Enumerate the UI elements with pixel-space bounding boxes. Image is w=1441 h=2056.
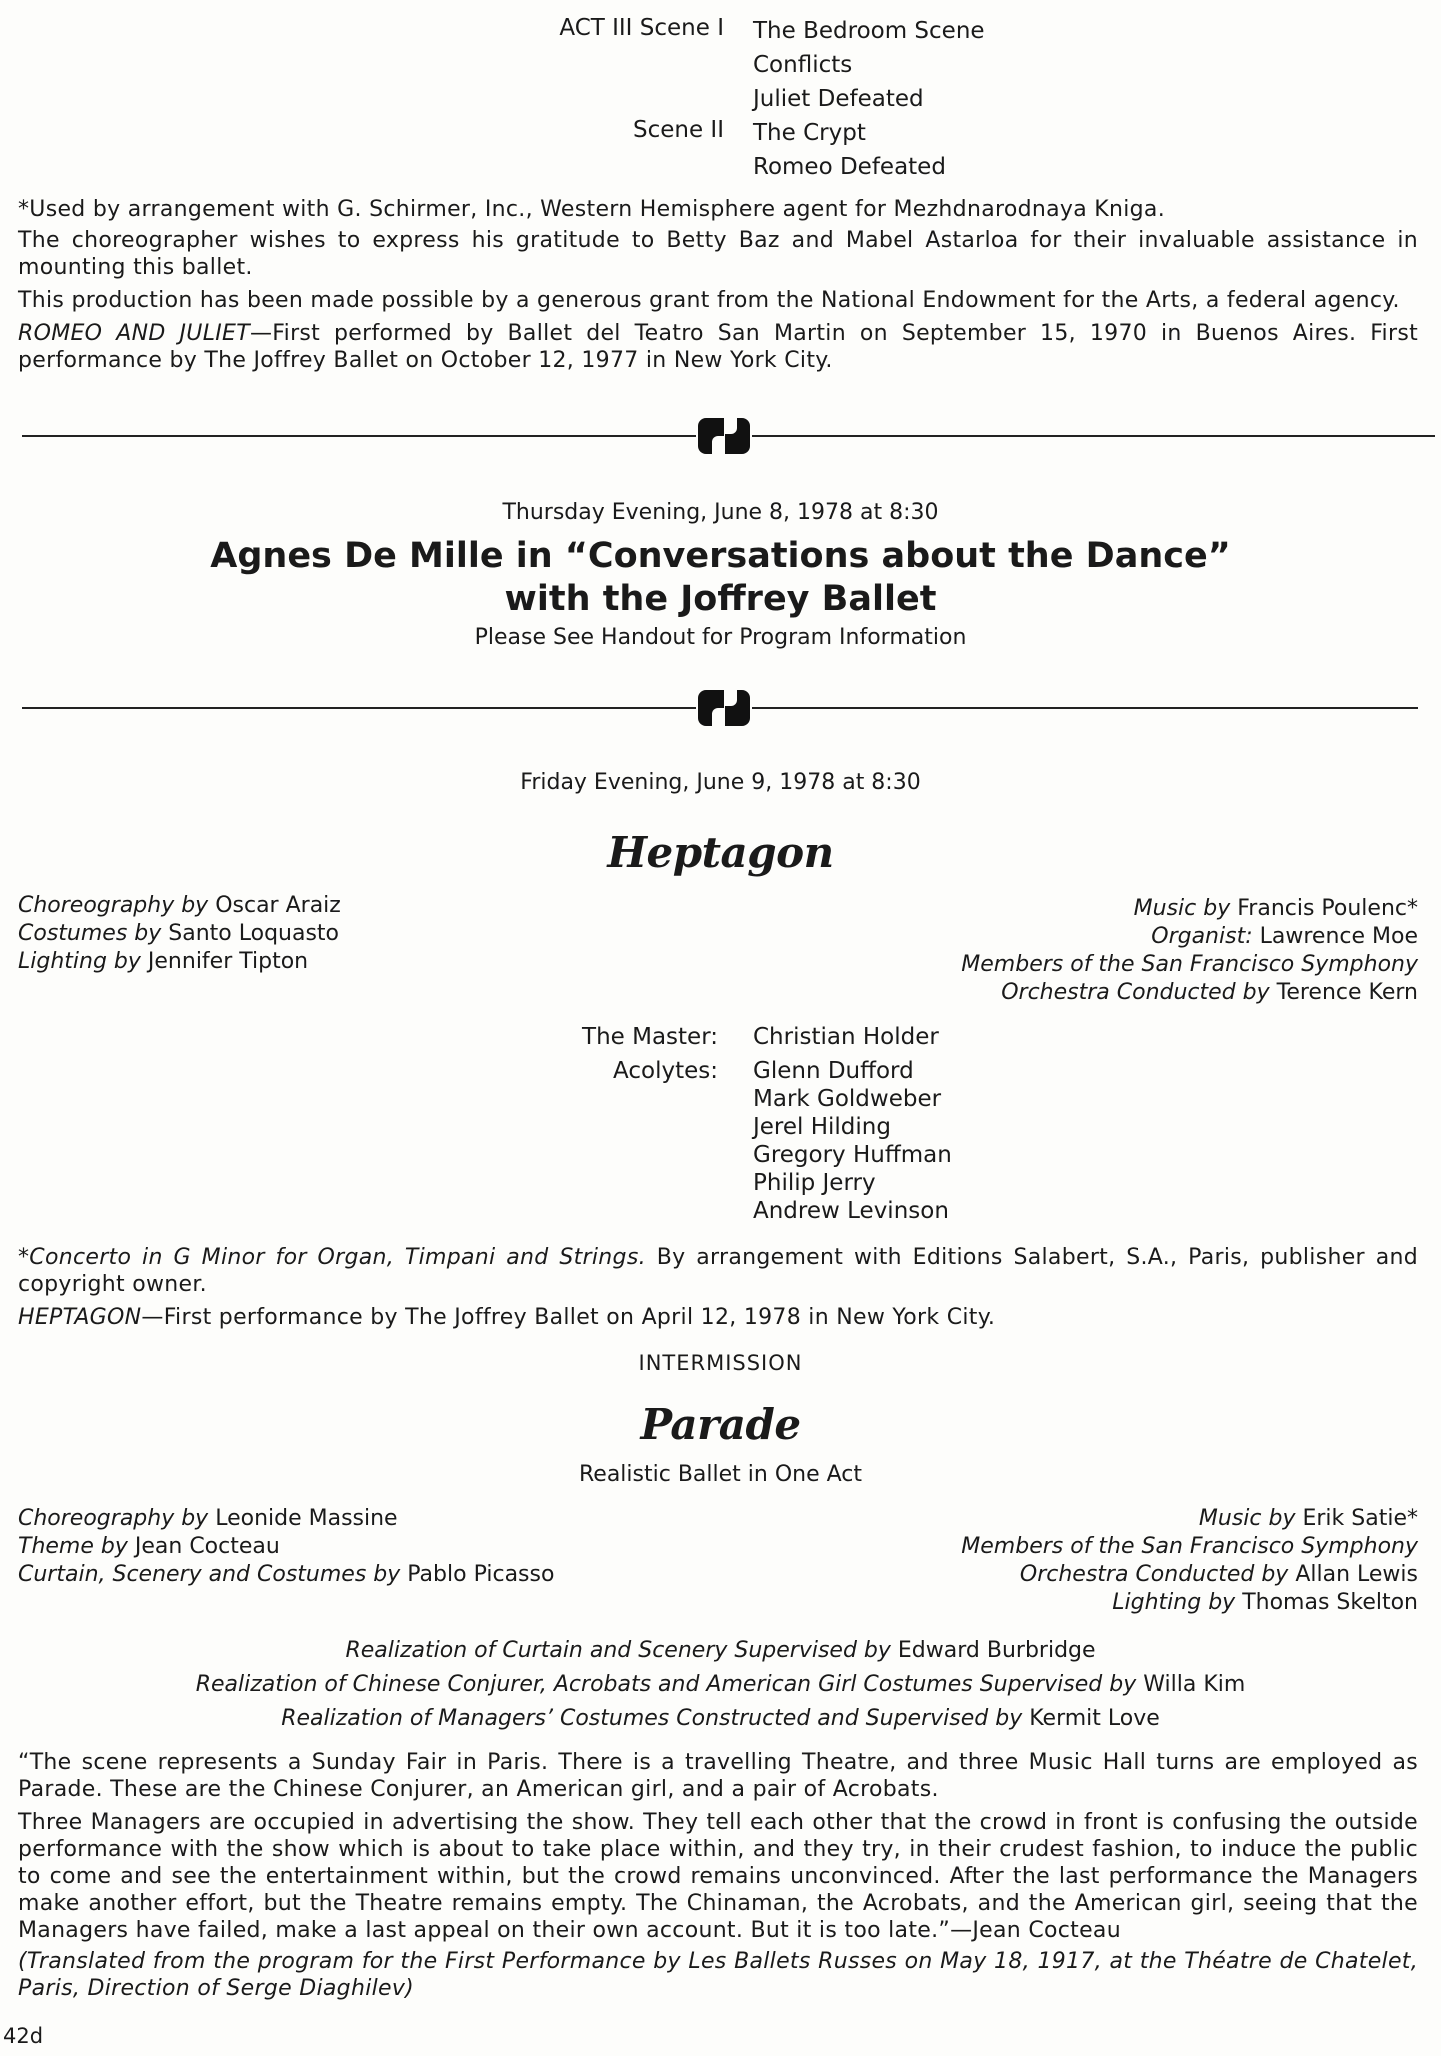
credit-line [820, 951, 1418, 979]
premiere-text: —First performed by Ballet del Teatro San Martin on September 15, 1970 in Buenos Aires. First performance by The Joffrey Ballet on October 12, 1977 in New York City. [18, 321, 1419, 373]
realization-label: Realization of Managers’ Costumes Constructed and Supervised by [281, 1706, 1023, 1731]
parade-title: Parade [640, 1400, 801, 1449]
premiere-text: —First performance by The Joffrey Ballet on April 12, 1978 in New York City. [141, 1305, 996, 1330]
credit-label: Lighting by [18, 949, 141, 974]
credit-label: Organist: [1151, 924, 1253, 949]
realization-name: Kermit Love [1029, 1706, 1160, 1731]
romeo-notes [18, 196, 1418, 374]
parade-subtitle: Realistic Ballet in One Act [578, 1462, 862, 1487]
credit-line [820, 895, 1418, 923]
intermission-label: INTERMISSION [638, 1351, 803, 1375]
parade-description [18, 1749, 1418, 2002]
credit-label: Lighting by [1112, 1590, 1236, 1615]
credit-label: Theme by [18, 1534, 128, 1559]
translation-note: (Translated from the program for the First Performance by Les Ballets Russes on May 18, 1917, at the Théatre de Chatelet, Paris, Direction of Serge Diaghilev) [18, 1949, 1418, 2001]
credit-line [18, 1561, 718, 1589]
gratitude-note: The choreographer wishes to express his gratitude to Betty Baz and Mabel Astarloa for their invaluable assistance in mounting this ballet. [18, 228, 1418, 280]
acolyte-name: Philip Jerry [753, 1170, 876, 1196]
quote-paragraph: “The scene represents a Sunday Fair in Paris. There is a travelling Theatre, and three Music Hall turns are employed as Parade. These are the Chinese Conjurer, an American girl, and a pair of Acrobats. [18, 1750, 1418, 1802]
scene-title: Romeo Defeated [753, 154, 946, 180]
credit-line [820, 1505, 1418, 1533]
credit-label: Costumes by [18, 921, 162, 946]
friday-date: Friday Evening, June 9, 1978 at 8:30 [520, 770, 921, 795]
credit-name: Lawrence Moe [1259, 924, 1418, 949]
parade-right-credits [820, 1505, 1418, 1617]
credit-line [18, 1533, 718, 1561]
credit-name: Erik Satie* [1302, 1506, 1418, 1531]
credit-line [820, 1561, 1418, 1589]
credit-label: Members of the San Francisco Symphony [961, 1534, 1418, 1559]
grant-note: This production has been made possible by a generous grant from the National Endowment for the Arts, a federal agency. [18, 288, 1400, 313]
credit-label: Curtain, Scenery and Costumes by [18, 1562, 401, 1587]
heptagon-title: Heptagon [607, 828, 834, 877]
credit-label: Orchestra Conducted by [1001, 980, 1270, 1005]
credit-line [820, 923, 1418, 951]
acolyte-name: Gregory Huffman [753, 1142, 952, 1168]
divider-rule [752, 435, 1435, 437]
realization-name: Willa Kim [1143, 1672, 1246, 1697]
credit-label: Music by [1198, 1506, 1296, 1531]
premiere-title: HEPTAGON [18, 1305, 142, 1330]
acolyte-name: Mark Goldweber [753, 1086, 942, 1112]
realization-name: Edward Burbridge [897, 1638, 1096, 1663]
parade-left-credits [18, 1505, 718, 1589]
thursday-headline-2: with the Joffrey Ballet [504, 579, 937, 619]
acolyte-name: Andrew Levinson [753, 1198, 949, 1224]
credit-name: Santo Loquasto [168, 921, 340, 946]
credit-line [18, 948, 578, 976]
thursday-note: Please See Handout for Program Information [474, 625, 967, 650]
credit-name: Jean Cocteau [134, 1534, 280, 1559]
romeo-premiere-note [18, 320, 1418, 374]
realization-line [0, 1702, 1441, 1736]
credit-label: Orchestra Conducted by [1019, 1562, 1289, 1587]
credit-name: Leonide Massine [215, 1506, 398, 1531]
scene-list [753, 14, 1153, 184]
master-label: The Master: [582, 1024, 718, 1050]
scene-title: Conflicts [753, 52, 853, 78]
credit-label: Choreography by [18, 1506, 209, 1531]
credit-name: Francis Poulenc* [1237, 896, 1418, 921]
schirmer-note: *Used by arrangement with G. Schirmer, Inc., Western Hemisphere agent for Mezhdnarodnaya Kniga. [18, 197, 1165, 222]
thursday-date: Thursday Evening, June 8, 1978 at 8:30 [502, 500, 939, 525]
acolyte-name: Glenn Dufford [753, 1058, 914, 1084]
heptagon-left-credits [18, 892, 578, 976]
divider-rule [22, 435, 696, 437]
concerto-note [18, 1244, 1418, 1298]
credit-label: Choreography by [18, 893, 209, 918]
heptagon-right-credits [820, 895, 1418, 1007]
realization-line [0, 1634, 1441, 1668]
quote-paragraph: Three Managers are occupied in advertising the show. They tell each other that the crowd in front is confusing the outside performance with the show which is about to take place within, and they try, in their crudest fashion, to induce the public to come and see the entertainment within, but the crowd remains unconvinced. After the last performance the Managers make another effort, but the Theatre remains empty. The Chinaman, the Acrobats, and the American girl, seeing that the Managers have failed, make a last appeal on their own account. But it is too late.”—Jean Cocteau [18, 1810, 1418, 1943]
acolytes-label: Acolytes: [613, 1058, 718, 1084]
realization-label: Realization of Chinese Conjurer, Acrobats and American Girl Costumes Supervised by [195, 1672, 1137, 1697]
concerto-title: *Concerto in G Minor for Organ, Timpani and Strings. [18, 1245, 646, 1270]
credit-name: Pablo Picasso [407, 1562, 555, 1587]
premiere-title: ROMEO AND JULIET [18, 321, 250, 346]
divider-rule [752, 707, 1418, 709]
credit-label: Music by [1133, 896, 1231, 921]
thursday-headline-1: Agnes De Mille in “Conversations about the Dance” [210, 536, 1231, 576]
page-number: 42d [3, 2024, 44, 2048]
credit-line [18, 1505, 718, 1533]
credit-line [820, 979, 1418, 1007]
heptagon-premiere-note [18, 1304, 1418, 1331]
act-scene-label: ACT III Scene I [559, 15, 724, 41]
credit-line [18, 892, 578, 920]
credit-name: Thomas Skelton [1242, 1590, 1418, 1615]
credit-name: Oscar Araiz [215, 893, 341, 918]
joffrey-logo-icon [698, 690, 750, 726]
scene-title: Juliet Defeated [753, 86, 924, 112]
credit-line [820, 1533, 1418, 1561]
joffrey-logo-icon [698, 418, 750, 454]
credit-line [820, 1589, 1418, 1617]
concerto-text: By arrangement with Editions Salabert, S.A., Paris, publisher and copyright owner. [18, 1245, 1418, 1297]
credit-name: Terence Kern [1276, 980, 1418, 1005]
credit-name: Jennifer Tipton [147, 949, 309, 974]
acolyte-name: Jerel Hilding [753, 1114, 891, 1140]
master-name: Christian Holder [753, 1024, 939, 1050]
scene-title: The Bedroom Scene [753, 18, 985, 44]
heptagon-notes [18, 1244, 1418, 1331]
credit-name: Allan Lewis [1295, 1562, 1418, 1587]
scene-two-label: Scene II [632, 117, 724, 143]
credit-label: Members of the San Francisco Symphony [961, 952, 1418, 977]
realization-label: Realization of Curtain and Scenery Supervised by [345, 1638, 891, 1663]
parade-realizations [0, 1634, 1441, 1736]
scene-title: The Crypt [753, 120, 866, 146]
realization-line [0, 1668, 1441, 1702]
divider-rule [22, 707, 696, 709]
credit-line [18, 920, 578, 948]
acolytes-list [753, 1057, 1053, 1225]
